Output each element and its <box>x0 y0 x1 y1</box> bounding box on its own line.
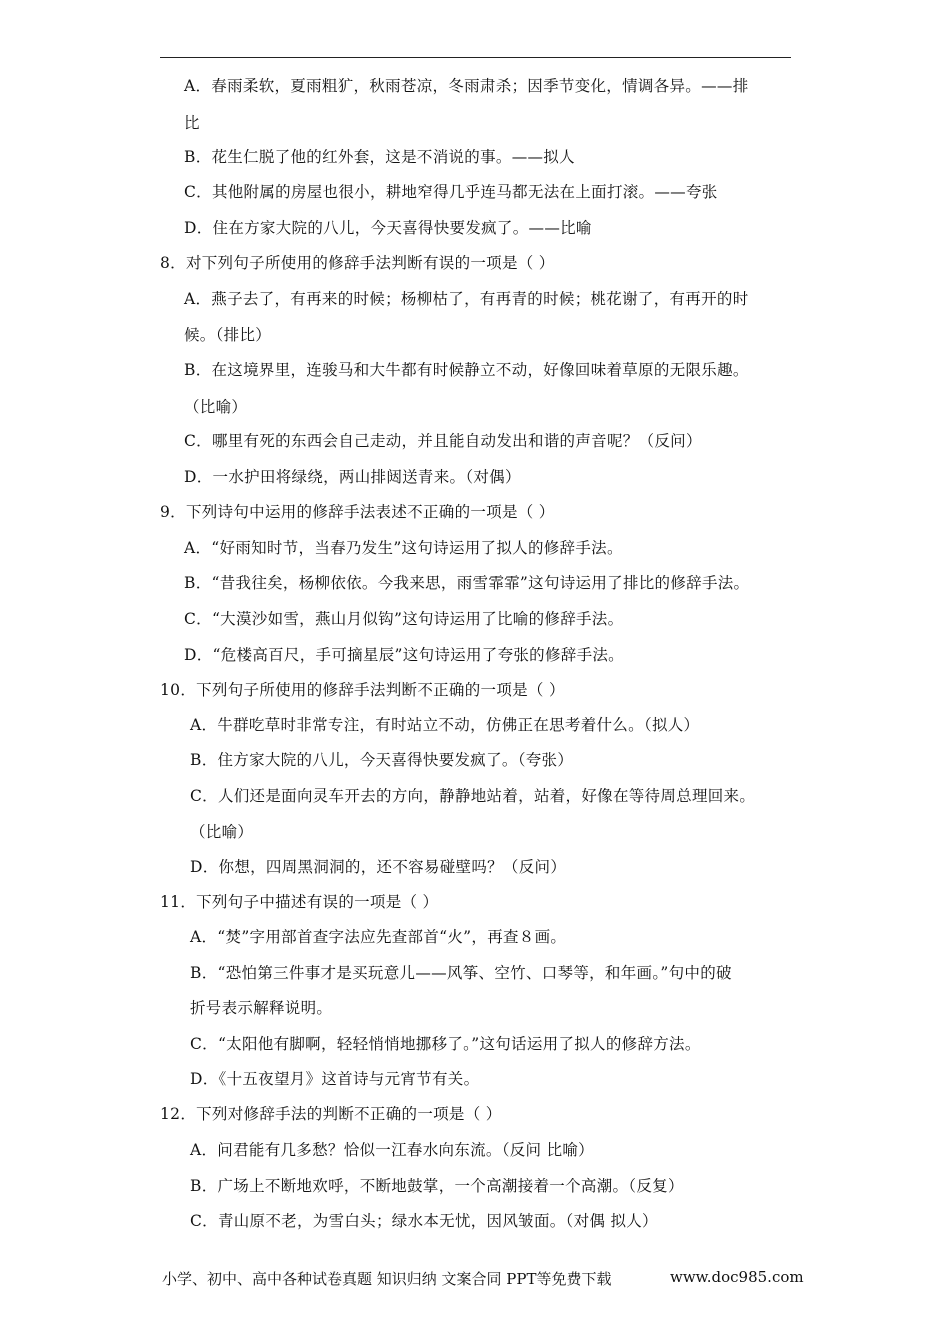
option-9d: D．“危楼高百尺，手可摘星辰”这句诗运用了夸张的修辞手法。 <box>184 646 624 664</box>
option-8a-line2: 候。（排比） <box>184 326 272 344</box>
option-8b-line1: B．在这境界里，连骏马和大牛都有时候静立不动，好像回味着草原的无限乐趣。 <box>184 361 749 379</box>
option-11b-line2: 折号表示解释说明。 <box>190 999 333 1017</box>
option-12c: C．青山原不老，为雪白头；绿水本无忧，因风皱面。（对偶 拟人） <box>190 1212 658 1230</box>
option-8d: D．一水护田将绿绕，两山排闼送青来。（对偶） <box>184 468 521 486</box>
question-12: 12．下列对修辞手法的判断不正确的一项是（ ） <box>160 1105 502 1123</box>
option-11b-line1: B．“恐怕第三件事才是买玩意儿——风筝、空竹、口琴等，和年画。”句中的破 <box>190 964 732 982</box>
option-8b-line2: （比喻） <box>184 398 248 416</box>
header-rule <box>160 57 791 58</box>
footer-url[interactable]: www.doc985.com <box>670 1268 804 1286</box>
option-9a: A．“好雨知时节，当春乃发生”这句诗运用了拟人的修辞手法。 <box>184 539 623 557</box>
question-8: 8．对下列句子所使用的修辞手法判断有误的一项是（ ） <box>160 254 555 272</box>
question-10: 10．下列句子所使用的修辞手法判断不正确的一项是（ ） <box>160 681 565 699</box>
option-12b: B．广场上不断地欢呼，不断地鼓掌，一个高潮接着一个高潮。（反复） <box>190 1177 684 1195</box>
option-7d: D．住在方家大院的八儿，今天喜得快要发疯了。——比喻 <box>184 219 592 237</box>
option-12a: A．问君能有几多愁？恰似一江春水向东流。（反问 比喻） <box>190 1141 594 1159</box>
option-11c: C．“太阳他有脚啊，轻轻悄悄地挪移了。”这句话运用了拟人的修辞方法。 <box>190 1035 701 1053</box>
option-11d: D．《十五夜望月》这首诗与元宵节有关。 <box>190 1070 480 1088</box>
footer-tagline: 小学、初中、高中各种试卷真题 知识归纳 文案合同 PPT等免费下载 <box>162 1270 612 1288</box>
option-10a: A．牛群吃草时非常专注，有时站立不动，仿佛正在思考着什么。（拟人） <box>190 716 700 734</box>
option-7b: B．花生仁脱了他的红外套，这是不消说的事。——拟人 <box>184 148 575 166</box>
option-9c: C．“大漠沙如雪，燕山月似钩”这句诗运用了比喻的修辞手法。 <box>184 610 624 628</box>
option-7c: C．其他附属的房屋也很小，耕地窄得几乎连马都无法在上面打滚。——夸张 <box>184 183 718 201</box>
option-7a-line1: A．春雨柔软，夏雨粗犷，秋雨苍凉，冬雨肃杀；因季节变化，情调各异。——排 <box>184 77 749 95</box>
option-8a-line1: A．燕子去了，有再来的时候；杨柳枯了，有再青的时候；桃花谢了，有再开的时 <box>184 290 749 308</box>
option-10b: B．住方家大院的八儿，今天喜得快要发疯了。（夸张） <box>190 751 574 769</box>
question-11: 11．下列句子中描述有误的一项是（ ） <box>160 893 439 911</box>
option-10d: D．你想，四周黑洞洞的，还不容易碰壁吗？（反问） <box>190 858 567 876</box>
option-10c-line2: （比喻） <box>190 823 254 841</box>
option-11a: A．“焚”字用部首查字法应先查部首“火”，再查８画。 <box>190 928 567 946</box>
option-9b: B．“昔我往矣，杨柳依依。今我来思，雨雪霏霏”这句诗运用了排比的修辞手法。 <box>184 574 750 592</box>
option-8c: C．哪里有死的东西会自己走动，并且能自动发出和谐的声音呢？（反问） <box>184 432 702 450</box>
option-7a-line2: 比 <box>184 114 200 132</box>
option-10c-line1: C．人们还是面向灵车开去的方向，静静地站着，站着，好像在等待周总理回来。 <box>190 787 756 805</box>
question-9: 9．下列诗句中运用的修辞手法表述不正确的一项是（ ） <box>160 503 555 521</box>
